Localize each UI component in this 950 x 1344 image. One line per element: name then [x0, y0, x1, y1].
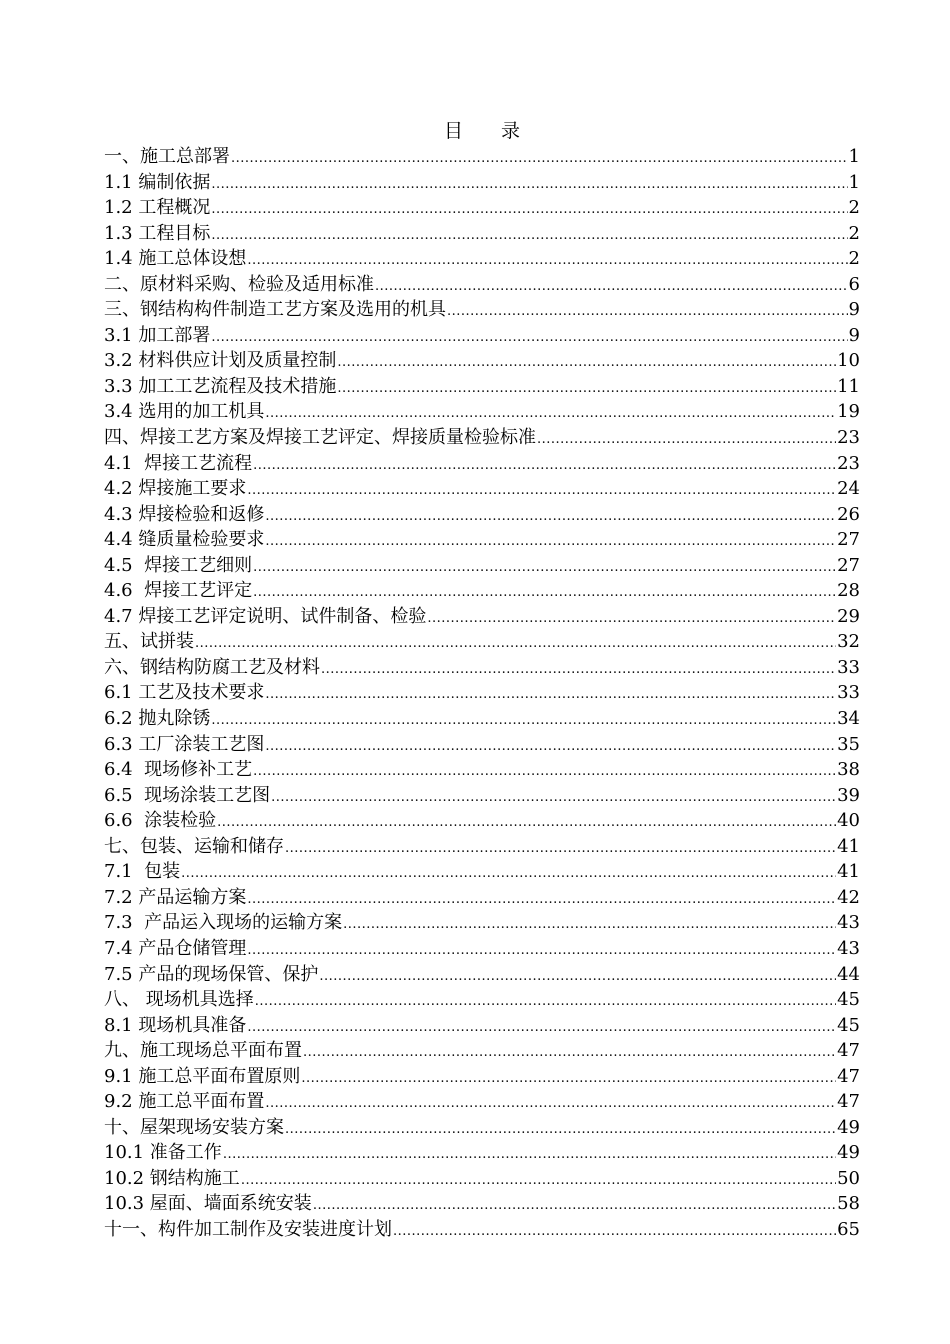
toc-entry[interactable]	[104, 808, 860, 834]
table-of-contents	[104, 118, 860, 1243]
toc-entry-label: 五、试拼装	[104, 631, 194, 653]
toc-entry-label: 7.2 产品运输方案	[104, 886, 247, 908]
toc-dot-leader	[217, 810, 836, 836]
toc-entry-label: 4.1 焊接工艺流程	[104, 452, 253, 474]
toc-entry-page-number: 10	[837, 350, 860, 372]
toc-entry[interactable]	[104, 910, 860, 936]
toc-entry[interactable]	[104, 323, 860, 349]
toc-entry-page-number: 1	[848, 171, 860, 193]
toc-dot-leader	[231, 146, 848, 172]
toc-entry-label: 6.2 抛丸除锈	[104, 708, 211, 730]
toc-entry-label: 8.1 现场机具准备	[104, 1014, 247, 1036]
toc-entry[interactable]	[104, 987, 860, 1013]
toc-entry[interactable]	[104, 221, 860, 247]
toc-entry-label: 7.4 产品仓储管理	[104, 937, 247, 959]
toc-dot-leader	[265, 734, 836, 760]
toc-dot-leader	[253, 453, 836, 479]
toc-dot-leader	[195, 631, 836, 657]
toc-dot-leader	[247, 938, 836, 964]
toc-entry[interactable]	[104, 1038, 860, 1064]
toc-dot-leader	[211, 325, 847, 351]
toc-entry[interactable]	[104, 706, 860, 732]
toc-entry-label: 7.3 产品运入现场的运输方案	[104, 912, 343, 934]
toc-entry[interactable]	[104, 476, 860, 502]
toc-entry-label: 1.4 施工总体设想	[104, 248, 247, 270]
toc-entry[interactable]	[104, 604, 860, 630]
toc-entry-label: 6.6 涂装检验	[104, 810, 217, 832]
toc-entry-label: 四、焊接工艺方案及焊接工艺评定、焊接质量检验标准	[104, 427, 536, 449]
toc-entry[interactable]	[104, 553, 860, 579]
toc-entry-label: 1.1 编制依据	[104, 171, 211, 193]
toc-dot-leader	[393, 1219, 836, 1245]
toc-entry-page-number: 2	[848, 222, 860, 244]
toc-entry[interactable]	[104, 834, 860, 860]
toc-dot-leader	[303, 1040, 836, 1066]
toc-entry[interactable]	[104, 297, 860, 323]
toc-entry-label: 6.4 现场修补工艺	[104, 759, 253, 781]
toc-entry-page-number: 50	[837, 1167, 860, 1189]
toc-entry[interactable]	[104, 629, 860, 655]
toc-entry[interactable]	[104, 1191, 860, 1217]
toc-dot-leader	[255, 989, 836, 1015]
toc-entry[interactable]	[104, 502, 860, 528]
toc-dot-leader	[301, 1066, 836, 1092]
toc-dot-leader	[337, 376, 836, 402]
toc-entry-page-number: 49	[837, 1116, 860, 1138]
toc-entry[interactable]	[104, 859, 860, 885]
toc-entry-label: 六、钢结构防腐工艺及材料	[104, 656, 320, 678]
toc-entry-label: 9.2 施工总平面布置	[104, 1091, 265, 1113]
toc-entry-label: 十一、构件加工制作及安装进度计划	[104, 1218, 392, 1240]
toc-entry-page-number: 9	[848, 324, 860, 346]
toc-entry-label: 1.2 工程概况	[104, 197, 211, 219]
toc-entry-page-number: 49	[837, 1142, 860, 1164]
toc-entry-label: 6.1 工艺及技术要求	[104, 682, 265, 704]
toc-entry[interactable]	[104, 374, 860, 400]
toc-entry-page-number: 33	[837, 656, 860, 678]
toc-entry[interactable]	[104, 425, 860, 451]
toc-dot-leader	[319, 964, 836, 990]
toc-entry[interactable]	[104, 1064, 860, 1090]
toc-entry[interactable]	[104, 144, 860, 170]
toc-entry-label: 6.5 现场涂装工艺图	[104, 784, 271, 806]
toc-entry[interactable]	[104, 451, 860, 477]
toc-entry[interactable]	[104, 783, 860, 809]
toc-entry[interactable]	[104, 1115, 860, 1141]
toc-entry[interactable]	[104, 195, 860, 221]
toc-entry-label: 10.3 屋面、墙面系统安装	[104, 1193, 312, 1215]
toc-dot-leader	[211, 223, 847, 249]
toc-entry-label: 7.5 产品的现场保管、保护	[104, 963, 319, 985]
toc-dot-leader	[253, 580, 836, 606]
toc-entry[interactable]	[104, 1217, 860, 1243]
toc-entry-page-number: 43	[837, 912, 860, 934]
toc-entry-page-number: 47	[837, 1091, 860, 1113]
toc-entry-page-number: 45	[837, 1014, 860, 1036]
toc-dot-leader	[253, 759, 836, 785]
toc-entry-label: 4.4 缝质量检验要求	[104, 529, 265, 551]
toc-entry[interactable]	[104, 578, 860, 604]
toc-entry-page-number: 41	[837, 835, 860, 857]
toc-entry-label: 10.2 钢结构施工	[104, 1167, 240, 1189]
toc-entry-page-number: 33	[837, 682, 860, 704]
toc-entry[interactable]	[104, 1089, 860, 1115]
toc-dot-leader	[247, 248, 847, 274]
toc-entry-page-number: 58	[837, 1193, 860, 1215]
toc-entry-page-number: 29	[837, 605, 860, 627]
toc-entry-page-number: 11	[837, 375, 860, 397]
toc-dot-leader	[447, 299, 848, 325]
toc-entry-page-number: 40	[837, 810, 860, 832]
toc-entry-page-number: 47	[837, 1040, 860, 1062]
toc-dot-leader	[265, 682, 836, 708]
toc-dot-leader	[285, 1117, 836, 1143]
toc-dot-leader	[211, 708, 836, 734]
toc-entry-label: 一、施工总部署	[104, 146, 230, 167]
toc-dot-leader	[247, 478, 836, 504]
toc-entry-label: 3.4 选用的加工机具	[104, 401, 265, 423]
toc-dot-leader	[265, 504, 836, 530]
toc-entry-label: 7.1 包装	[104, 861, 181, 883]
toc-entry-page-number: 27	[837, 554, 860, 576]
toc-dot-leader	[321, 657, 836, 683]
toc-dot-leader	[223, 1142, 836, 1168]
toc-entry-page-number: 41	[837, 861, 860, 883]
toc-entry-page-number: 23	[837, 427, 860, 449]
toc-dot-leader	[253, 555, 836, 581]
toc-entry[interactable]	[104, 170, 860, 196]
toc-entry-label: 4.3 焊接检验和返修	[104, 503, 265, 525]
toc-entry[interactable]	[104, 962, 860, 988]
toc-entry-page-number: 2	[848, 197, 860, 219]
toc-entry-page-number: 24	[837, 478, 860, 500]
toc-entry-page-number: 9	[848, 299, 860, 321]
toc-entry-page-number: 1	[848, 146, 860, 167]
toc-dot-leader	[265, 1091, 836, 1117]
toc-dot-leader	[427, 606, 836, 632]
toc-dot-leader	[211, 197, 847, 223]
toc-entry-page-number: 65	[837, 1218, 860, 1240]
toc-entry-label: 4.5 焊接工艺细则	[104, 554, 253, 576]
toc-entry-label: 八、 现场机具选择	[104, 989, 254, 1011]
toc-entry-page-number: 43	[837, 937, 860, 959]
toc-entry-label: 1.3 工程目标	[104, 222, 211, 244]
toc-entry-label: 3.2 材料供应计划及质量控制	[104, 350, 337, 372]
toc-entry-page-number: 45	[837, 989, 860, 1011]
toc-entry[interactable]	[104, 348, 860, 374]
toc-dot-leader	[211, 172, 847, 198]
toc-entry[interactable]	[104, 732, 860, 758]
toc-entry-label: 三、钢结构构件制造工艺方案及选用的机具	[104, 299, 446, 321]
toc-entry[interactable]	[104, 399, 860, 425]
toc-entry-page-number: 2	[848, 248, 860, 270]
toc-entry-label: 3.1 加工部署	[104, 324, 211, 346]
toc-entry-page-number: 38	[837, 759, 860, 781]
toc-entry-page-number: 27	[837, 529, 860, 551]
toc-entry-page-number: 42	[837, 886, 860, 908]
toc-entry-page-number: 32	[837, 631, 860, 653]
toc-entry-label: 二、原材料采购、检验及适用标准	[104, 273, 374, 295]
toc-entry[interactable]	[104, 680, 860, 706]
toc-entry[interactable]	[104, 527, 860, 553]
toc-entry[interactable]	[104, 1166, 860, 1192]
toc-dot-leader	[375, 274, 848, 300]
toc-entry-label: 九、施工现场总平面布置	[104, 1040, 302, 1062]
toc-dot-leader	[241, 1168, 836, 1194]
toc-entry-page-number: 6	[848, 273, 860, 295]
toc-dot-leader	[537, 427, 836, 453]
toc-entry-label: 10.1 准备工作	[104, 1142, 222, 1164]
toc-entry-page-number: 28	[837, 580, 860, 602]
toc-entry-page-number: 26	[837, 503, 860, 525]
toc-dot-leader	[247, 1015, 836, 1041]
toc-entry-label: 4.6 焊接工艺评定	[104, 580, 253, 602]
toc-entry[interactable]	[104, 757, 860, 783]
toc-entry-page-number: 35	[837, 733, 860, 755]
toc-entry-label: 9.1 施工总平面布置原则	[104, 1065, 301, 1087]
toc-entry[interactable]	[104, 655, 860, 681]
toc-entry-label: 3.3 加工工艺流程及技术措施	[104, 375, 337, 397]
toc-dot-leader	[343, 912, 836, 938]
toc-dot-leader	[265, 529, 836, 555]
toc-dot-leader	[271, 785, 836, 811]
toc-entry-page-number: 39	[837, 784, 860, 806]
toc-entry[interactable]	[104, 246, 860, 272]
toc-entry[interactable]	[104, 272, 860, 298]
toc-entry-label: 6.3 工厂涂装工艺图	[104, 733, 265, 755]
toc-entry-page-number: 44	[837, 963, 860, 985]
toc-entry-page-number: 47	[837, 1065, 860, 1087]
toc-dot-leader	[181, 861, 836, 887]
toc-title: 目 录	[443, 120, 520, 142]
toc-entry-page-number: 19	[837, 401, 860, 423]
toc-entry-page-number: 23	[837, 452, 860, 474]
toc-entry[interactable]	[104, 1140, 860, 1166]
toc-dot-leader	[285, 836, 836, 862]
toc-list	[104, 144, 860, 1243]
toc-entry-label: 4.7 焊接工艺评定说明、试件制备、检验	[104, 605, 427, 627]
toc-entry[interactable]	[104, 936, 860, 962]
toc-entry[interactable]	[104, 1013, 860, 1039]
toc-entry[interactable]	[104, 885, 860, 911]
toc-dot-leader	[265, 401, 836, 427]
toc-dot-leader	[313, 1193, 836, 1219]
toc-dot-leader	[247, 887, 836, 913]
toc-entry-label: 七、包装、运输和储存	[104, 835, 284, 857]
toc-entry-label: 4.2 焊接施工要求	[104, 478, 247, 500]
toc-dot-leader	[337, 350, 836, 376]
toc-entry-page-number: 34	[837, 708, 860, 730]
toc-entry-label: 十、屋架现场安装方案	[104, 1116, 284, 1138]
